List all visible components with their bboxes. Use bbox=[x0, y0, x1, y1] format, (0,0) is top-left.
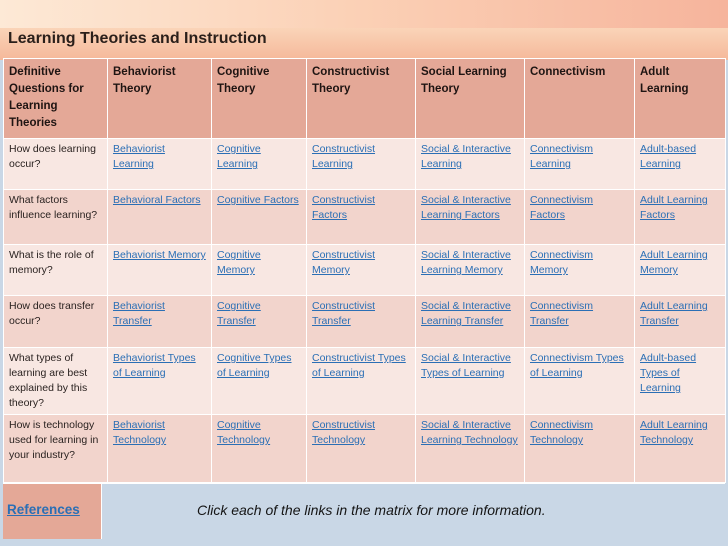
cell bbox=[635, 139, 726, 190]
footer-row bbox=[3, 483, 725, 539]
cell bbox=[212, 348, 307, 415]
matrix-link[interactable]: Connectivism Transfer bbox=[530, 300, 594, 327]
cell bbox=[212, 296, 307, 348]
cell bbox=[416, 245, 525, 296]
question-cell: How does learning occur? bbox=[4, 139, 108, 190]
matrix-link[interactable]: Cognitive Learning bbox=[217, 143, 261, 170]
matrix-link[interactable]: Connectivism Learning bbox=[530, 143, 594, 170]
cell bbox=[108, 245, 212, 296]
cell bbox=[416, 415, 525, 483]
cell bbox=[307, 190, 416, 245]
cell bbox=[212, 245, 307, 296]
matrix-link[interactable]: Constructivist Learning bbox=[312, 143, 376, 170]
cell bbox=[307, 245, 416, 296]
cell bbox=[307, 296, 416, 348]
question-cell: How is technology used for learning in your industry? bbox=[4, 415, 108, 483]
matrix-link[interactable]: Behaviorist Technology bbox=[113, 419, 167, 446]
cell bbox=[635, 245, 726, 296]
top-gradient-band bbox=[0, 0, 728, 28]
instruction-cell bbox=[102, 484, 725, 539]
cell bbox=[635, 415, 726, 483]
matrix-link[interactable]: Cognitive Memory bbox=[217, 249, 261, 276]
question-cell: What factors influence learning? bbox=[4, 190, 108, 245]
table-row bbox=[4, 139, 726, 190]
instruction-note: Click each of the links in the matrix for more information. bbox=[197, 502, 546, 518]
matrix-link[interactable]: Social & Interactive Learning bbox=[421, 143, 511, 170]
matrix-link[interactable]: Adult-based Types of Learning bbox=[640, 352, 697, 394]
cell bbox=[212, 190, 307, 245]
cell bbox=[416, 348, 525, 415]
cell bbox=[635, 190, 726, 245]
matrix-link[interactable]: Cognitive Types of Learning bbox=[217, 352, 292, 379]
references-link[interactable]: References bbox=[7, 502, 80, 517]
cell bbox=[108, 139, 212, 190]
references-cell bbox=[3, 484, 102, 539]
matrix-link[interactable]: Constructivist Technology bbox=[312, 419, 376, 446]
matrix-link[interactable]: Connectivism Types of Learning bbox=[530, 352, 624, 379]
matrix-link[interactable]: Cognitive Factors bbox=[217, 194, 299, 206]
matrix-link[interactable]: Social & Interactive Learning Factors bbox=[421, 194, 511, 221]
cell bbox=[108, 415, 212, 483]
header-row bbox=[4, 59, 726, 139]
matrix-link[interactable]: Constructivist Memory bbox=[312, 249, 376, 276]
matrix-link[interactable]: Behavioral Factors bbox=[113, 194, 201, 206]
matrix-link[interactable]: Adult Learning Technology bbox=[640, 419, 708, 446]
matrix-link[interactable]: Adult-based Learning bbox=[640, 143, 697, 170]
matrix-link[interactable]: Cognitive Technology bbox=[217, 419, 271, 446]
question-cell: What types of learning are best explained by this theory? bbox=[4, 348, 108, 415]
cell bbox=[212, 415, 307, 483]
matrix-link[interactable]: Cognitive Transfer bbox=[217, 300, 261, 327]
matrix-link[interactable]: Social & Interactive Learning Memory bbox=[421, 249, 511, 276]
table-row bbox=[4, 415, 726, 483]
matrix-link[interactable]: Adult Learning Transfer bbox=[640, 300, 708, 327]
table-row bbox=[4, 348, 726, 415]
matrix-link[interactable]: Behaviorist Transfer bbox=[113, 300, 165, 327]
theory-matrix bbox=[3, 58, 726, 483]
matrix-link[interactable]: Adult Learning Factors bbox=[640, 194, 708, 221]
question-cell: How does transfer occur? bbox=[4, 296, 108, 348]
cell bbox=[416, 190, 525, 245]
page-title: Learning Theories and Instruction bbox=[8, 30, 267, 47]
matrix-link[interactable]: Behaviorist Memory bbox=[113, 249, 206, 261]
header-social-learning: Social Learning Theory bbox=[416, 59, 525, 139]
question-cell: What is the role of memory? bbox=[4, 245, 108, 296]
matrix-link[interactable]: Behaviorist Types of Learning bbox=[113, 352, 196, 379]
header-cognitive: Cognitive Theory bbox=[212, 59, 307, 139]
header-adult-learning: Adult Learning bbox=[635, 59, 726, 139]
cell bbox=[525, 139, 635, 190]
cell bbox=[416, 139, 525, 190]
cell bbox=[108, 190, 212, 245]
cell bbox=[307, 139, 416, 190]
matrix-link[interactable]: Constructivist Factors bbox=[312, 194, 376, 221]
matrix-link[interactable]: Constructivist Types of Learning bbox=[312, 352, 406, 379]
cell bbox=[307, 415, 416, 483]
header-definitive-questions: Definitive Questions for Learning Theories bbox=[4, 59, 108, 139]
table-row bbox=[4, 245, 726, 296]
cell bbox=[525, 190, 635, 245]
matrix-link[interactable]: Constructivist Transfer bbox=[312, 300, 376, 327]
matrix-link[interactable]: Connectivism Technology bbox=[530, 419, 594, 446]
cell bbox=[525, 348, 635, 415]
matrix-link[interactable]: Social & Interactive Learning Transfer bbox=[421, 300, 511, 327]
matrix-link[interactable]: Behaviorist Learning bbox=[113, 143, 165, 170]
table-row bbox=[4, 190, 726, 245]
matrix-link[interactable]: Connectivism Memory bbox=[530, 249, 594, 276]
matrix-link[interactable]: Social & Interactive Learning Technology bbox=[421, 419, 518, 446]
cell bbox=[635, 348, 726, 415]
matrix-link[interactable]: Connectivism Factors bbox=[530, 194, 594, 221]
cell bbox=[635, 296, 726, 348]
table-row bbox=[4, 296, 726, 348]
header-connectivism: Connectivism bbox=[525, 59, 635, 139]
cell bbox=[416, 296, 525, 348]
header-behaviorist: Behaviorist Theory bbox=[108, 59, 212, 139]
matrix-link[interactable]: Adult Learning Memory bbox=[640, 249, 708, 276]
cell bbox=[108, 348, 212, 415]
matrix-link[interactable]: Social & Interactive Types of Learning bbox=[421, 352, 511, 379]
cell bbox=[525, 415, 635, 483]
cell bbox=[525, 296, 635, 348]
cell bbox=[212, 139, 307, 190]
header-constructivist: Constructivist Theory bbox=[307, 59, 416, 139]
cell bbox=[108, 296, 212, 348]
cell bbox=[307, 348, 416, 415]
cell bbox=[525, 245, 635, 296]
